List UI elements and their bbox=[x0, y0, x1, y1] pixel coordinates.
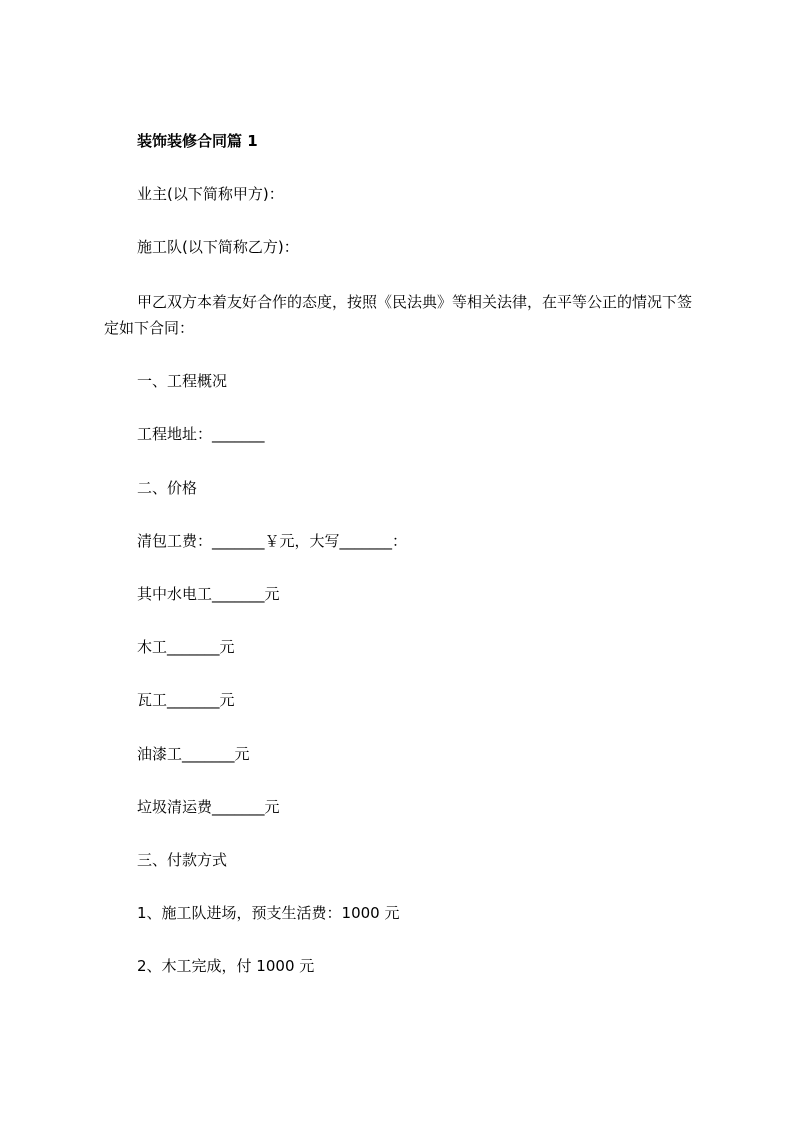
section-3-heading: 三、付款方式 bbox=[137, 851, 228, 869]
tiling-line: 瓦工_______元 bbox=[137, 691, 235, 709]
total-labor-fee-line: 清包工费：_______￥元，大写_______： bbox=[137, 532, 408, 550]
payment-item-2: 2、木工完成，付 1000 元 bbox=[137, 957, 315, 975]
payment-item-1: 1、施工队进场，预支生活费：1000 元 bbox=[137, 904, 400, 922]
painting-line: 油漆工_______元 bbox=[137, 745, 250, 763]
hydro-electric-line: 其中水电工_______元 bbox=[137, 585, 280, 603]
owner-line: 业主(以下简称甲方)： bbox=[137, 185, 284, 203]
waste-removal-line: 垃圾清运费_______元 bbox=[137, 798, 280, 816]
carpentry-line: 木工_______元 bbox=[137, 638, 235, 656]
project-address-line: 工程地址：_______ bbox=[137, 425, 265, 443]
document-title: 装饰装修合同篇 1 bbox=[137, 132, 258, 150]
intro-paragraph: 甲乙双方本着友好合作的态度，按照《民法典》等相关法律，在平等公正的情况下签定如下合同： bbox=[104, 293, 693, 337]
section-2-heading: 二、价格 bbox=[137, 479, 198, 497]
contractor-line: 施工队(以下简称乙方)： bbox=[137, 238, 299, 256]
section-1-heading: 一、工程概况 bbox=[137, 372, 228, 390]
